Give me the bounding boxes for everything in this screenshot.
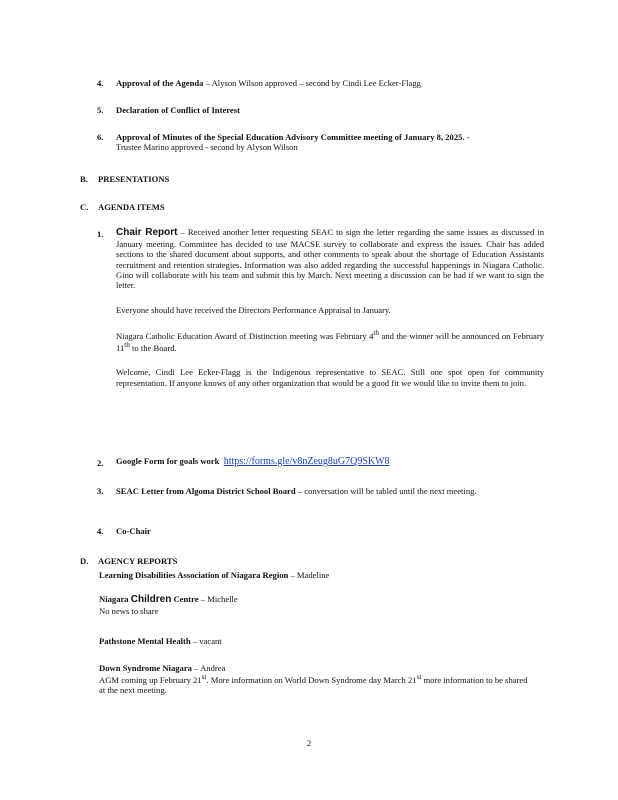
welcome-paragraph: Welcome, Cindi Lee Ecker-Flagg is the Indigenous representative to SEAC. Still one spot open for community representation. If anyone knows of any other organization that would be a good fit we would like to invite them to join. [116,367,544,388]
section-title: AGENDA ITEMS [98,202,165,212]
page-number: 2 [306,738,312,748]
agency-note: No news to share [99,606,159,616]
agency-rep: – Madeline [288,570,330,580]
agency-down-syndrome [99,663,529,696]
award-text-3: to the Board. [129,342,177,353]
note-text-2: . More information on World Down Syndrome day March 21 [206,675,417,686]
item-number: 4. [97,78,104,88]
ordinal-suffix: th [124,341,130,350]
chair-report-paragraph [116,227,544,291]
agenda-approval-item [116,78,546,88]
ordinal-suffix: th [373,328,379,337]
google-form-link[interactable]: https://forms.gle/v8nZeug8uG7Q9SKW8 [223,456,390,467]
section-title: PRESENTATIONS [98,174,170,184]
section-letter: D. [80,556,89,566]
award-text-2: and the winner will be announced on February 11 [116,330,544,353]
agency-rep: – vacant [190,636,222,646]
agency-rep: – Andrea [191,663,226,673]
minutes-approval-item [116,132,546,153]
item-title: Declaration of Conflict of Interest [116,105,240,115]
item-number: 2. [97,458,104,468]
item-title: Approval of Minutes of the Special Education Advisory Committee meeting of January 8, 2025. - [116,132,470,142]
item-text: – conversation will be tabled until the next meeting. [295,486,477,496]
agency-heading [99,594,539,606]
section-title: AGENCY REPORTS [98,556,178,566]
section-letter: B. [80,174,88,184]
conflict-of-interest-item [116,105,546,115]
agency-heading [99,663,529,673]
agency-rep: – Michelle [198,594,238,604]
item-number: 5. [97,105,104,115]
item-number: 4. [97,526,104,536]
item-title: Approval of the Agenda [116,78,204,88]
item-text: Trustee Marino approved - second by Alyson Wilson [116,142,298,153]
item-number: 3. [97,486,104,496]
agency-learning-disabilities [99,570,539,580]
item-text: – Alyson Wilson approved – second by Cindi Lee Ecker-Flagg [203,78,421,88]
item-title: Co-Chair [116,526,151,536]
award-text: Niagara Catholic Education Award of Distinction meeting was February 4 [116,330,374,341]
agency-name-emphasis: Children [130,594,172,605]
google-form-item [116,456,546,468]
agency-name: Learning Disabilities Association of Niagara Region [99,570,289,580]
note-text: AGM coming up February 21 [99,675,202,686]
agency-pathstone [99,636,539,646]
agency-note [99,673,529,695]
agency-name: Niagara [99,594,131,604]
section-letter: C. [80,202,89,212]
award-paragraph [116,329,544,353]
ordinal-suffix: st [201,673,207,682]
agency-name: Down Syndrome Niagara [99,663,192,673]
directors-appraisal-paragraph: Everyone should have received the Directors Performance Appraisal in January. [116,304,391,315]
item-title: Google Form for goals work [116,456,220,466]
co-chair-item [116,526,546,536]
ordinal-suffix: st [416,673,422,682]
note-text-3: more information to be shared at the next meeting. [99,675,528,696]
agency-name-suffix: Centre [171,594,199,604]
chair-report-text: – Received another letter requesting SEAC to sign the letter regarding the same issues as discussed in January meeting. Committee has decided to use MACSE survey to collaborate and express the issues. Chair has added sections to the shared document about supports, and other comments to speak about the shortage of Education Assistants recruitment and retention strategies. Information was also added regarding the successful happenings in Niagara Catholic. Gino will collaborate with his team and submit this by March. Next meeting a discussion can be had if we want to sign the letter. [116,227,544,291]
item-number: 6. [97,132,104,142]
item-title: Chair Report [116,227,178,238]
agency-name: Pathstone Mental Health [99,636,191,646]
item-number: 1. [97,229,104,239]
item-title: SEAC Letter from Algoma District School Board [116,486,296,496]
agency-niagara-children-centre [99,594,539,616]
seac-letter-item [116,486,516,496]
chair-report-item [116,227,544,388]
